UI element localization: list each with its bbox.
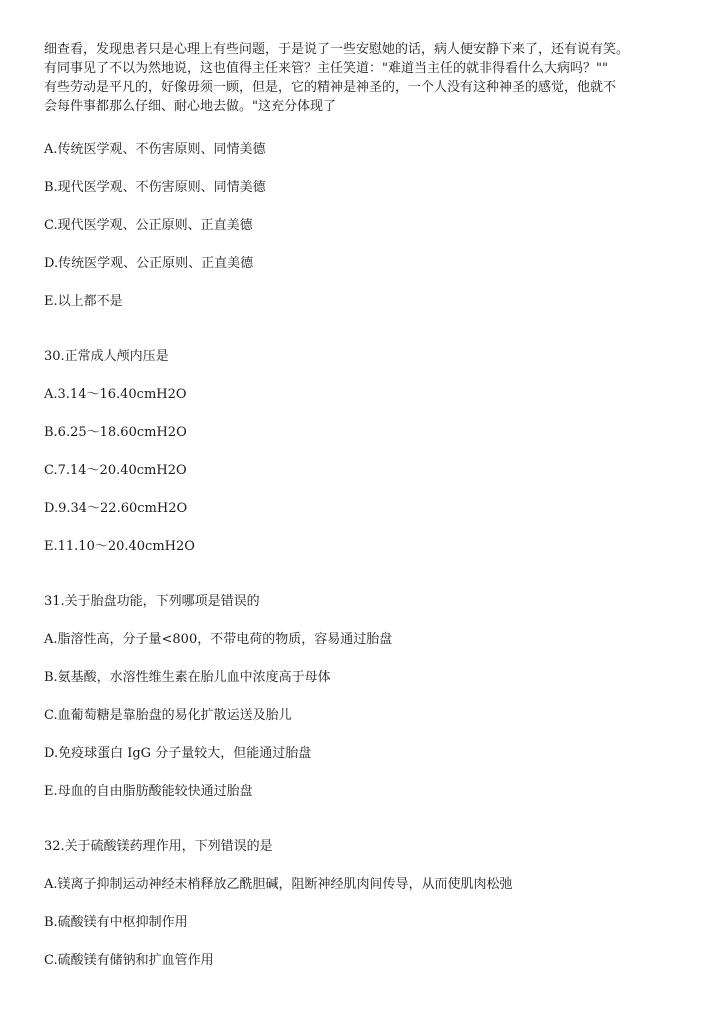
option-d: D.9.34～22.60cmH2O <box>44 501 188 516</box>
stem-line: 有同事见了不以为然地说，这也值得主任来管？主任笑道："难道当主任的就非得看什么大病吗？"" <box>44 61 608 76</box>
option-d: D.传统医学观、公正原则、正直美德 <box>44 256 254 271</box>
option-a: A.镁离子抑制运动神经末梢释放乙酰胆碱，阻断神经肌肉间传导，从而使肌肉松弛 <box>44 877 513 892</box>
question-29-stem <box>44 40 684 116</box>
option-a: A.脂溶性高，分子量<800，不带电荷的物质，容易通过胎盘 <box>44 632 393 647</box>
option-c: C.7.14～20.40cmH2O <box>44 463 187 478</box>
option-b: B.现代医学观、不伤害原则、同情美德 <box>44 180 266 195</box>
stem-line: 细查看，发现患者只是心理上有些问题，于是说了一些安慰她的话，病人便安静下来了，还有说有笑。 <box>44 42 630 57</box>
option-c: C.现代医学观、公正原则、正直美德 <box>44 218 253 233</box>
option-a: A.3.14～16.40cmH2O <box>44 387 187 402</box>
option-b: B.6.25～18.60cmH2O <box>44 425 187 440</box>
option-c: C.硫酸镁有储钠和扩血管作用 <box>44 953 214 968</box>
question-31-stem: 31.关于胎盘功能，下列哪项是错误的 <box>44 594 260 609</box>
option-d: D.免疫球蛋白 IgG 分子量较大，但能通过胎盘 <box>44 746 312 761</box>
option-e: E.母血的自由脂肪酸能较快通过胎盘 <box>44 784 253 799</box>
option-b: B.硫酸镁有中枢抑制作用 <box>44 915 188 930</box>
question-32-stem: 32.关于硫酸镁药理作用，下列错误的是 <box>44 839 273 854</box>
question-30-stem: 30.正常成人颅内压是 <box>44 349 169 364</box>
stem-line: 有些劳动是平凡的，好像毋须一顾，但是，它的精神是神圣的，一个人没有这种神圣的感觉，他就不 <box>44 80 617 95</box>
option-b: B.氨基酸，水溶性维生素在胎儿血中浓度高于母体 <box>44 670 331 685</box>
option-c: C.血葡萄糖是靠胎盘的易化扩散运送及胎儿 <box>44 708 292 723</box>
stem-line: 会每件事都那么仔细、耐心地去做。"这充分体现了 <box>44 99 336 114</box>
option-e: E.11.10～20.40cmH2O <box>44 539 195 554</box>
option-e: E.以上都不是 <box>44 294 123 309</box>
option-a: A.传统医学观、不伤害原则、同情美德 <box>44 142 266 157</box>
